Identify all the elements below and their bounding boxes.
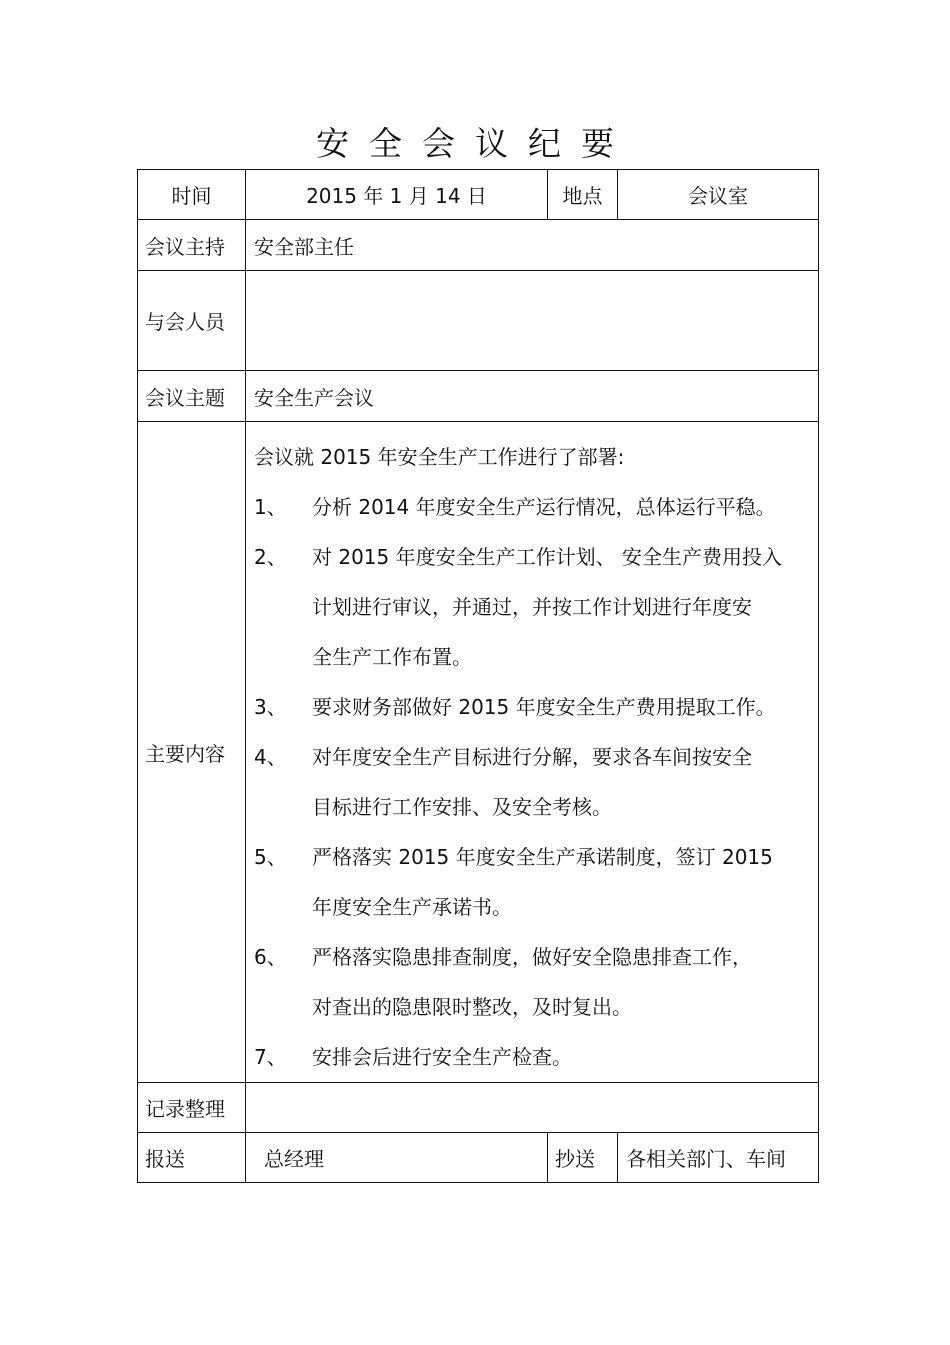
place-label: 地点 — [548, 170, 618, 220]
content-item-text: 严格落实隐患排查制度，做好安全隐患排查工作， — [312, 945, 752, 969]
document-title: 安全会议纪要 — [316, 124, 634, 163]
content-item-text: 对年度安全生产目标进行分解，要求各车间按安全 — [312, 745, 752, 769]
content-item-number: 1、 — [254, 495, 287, 519]
content-item-number: 5、 — [254, 845, 287, 869]
meeting-minutes-table — [137, 169, 819, 1183]
content-item-line — [254, 932, 818, 982]
row-time-place — [138, 170, 819, 220]
row-attendees — [138, 271, 819, 371]
content-item-text: 对 2015 年度安全生产工作计划、 安全生产费用投入 — [312, 545, 782, 569]
cc-value: 各相关部门、车间 — [618, 1133, 819, 1183]
cc-label: 抄送 — [548, 1133, 618, 1183]
content-item-list — [254, 482, 818, 1082]
content-body — [246, 422, 819, 1083]
topic-label: 会议主题 — [138, 371, 246, 422]
content-item-text: 对查出的隐患限时整改，及时复出。 — [312, 995, 632, 1019]
content-item-line — [254, 482, 818, 532]
row-content — [138, 422, 819, 1083]
content-label: 主要内容 — [138, 422, 246, 1083]
content-item-text: 年度安全生产承诺书。 — [312, 895, 512, 919]
content-item-line — [254, 682, 818, 732]
report-label: 报送 — [138, 1133, 246, 1183]
report-value: 总经理 — [246, 1133, 548, 1183]
row-topic — [138, 371, 819, 422]
recorder-value — [246, 1083, 819, 1133]
content-item-number: 6、 — [254, 945, 287, 969]
content-item-line — [254, 832, 818, 882]
time-value: 2015 年 1 月 14 日 — [246, 170, 548, 220]
content-item-number: 2、 — [254, 545, 287, 569]
content-item-number: 4、 — [254, 745, 287, 769]
content-item-line — [254, 1032, 818, 1082]
recorder-label: 记录整理 — [138, 1083, 246, 1133]
content-item-text: 严格落实 2015 年度安全生产承诺制度，签订 2015 — [312, 845, 773, 869]
content-item-number: 3、 — [254, 695, 287, 719]
time-label: 时间 — [138, 170, 246, 220]
row-recorder — [138, 1083, 819, 1133]
content-item-text: 计划进行审议，并通过，并按工作计划进行年度安 — [312, 595, 752, 619]
content-intro: 会议就 2015 年安全生产工作进行了部署: — [254, 445, 625, 469]
content-item-line — [254, 882, 818, 932]
topic-value: 安全生产会议 — [246, 371, 819, 422]
attendees-value — [246, 271, 819, 371]
content-item-line — [254, 782, 818, 832]
content-item-text: 要求财务部做好 2015 年度安全生产费用提取工作。 — [312, 695, 776, 719]
content-item-text: 目标进行工作安排、及安全考核。 — [312, 795, 612, 819]
content-item-text: 安排会后进行安全生产检查。 — [312, 1045, 572, 1069]
content-item-line — [254, 982, 818, 1032]
host-value: 安全部主任 — [246, 220, 819, 271]
row-report-cc — [138, 1133, 819, 1183]
place-value: 会议室 — [618, 170, 819, 220]
attendees-label: 与会人员 — [138, 271, 246, 371]
content-item-number: 7、 — [254, 1045, 287, 1069]
host-label: 会议主持 — [138, 220, 246, 271]
content-item-text: 全生产工作布置。 — [312, 645, 472, 669]
row-host — [138, 220, 819, 271]
content-item-text: 分析 2014 年度安全生产运行情况，总体运行平稳。 — [312, 495, 776, 519]
content-item-line — [254, 632, 818, 682]
content-item-line — [254, 732, 818, 782]
content-item-line — [254, 532, 818, 582]
content-item-line — [254, 582, 818, 632]
